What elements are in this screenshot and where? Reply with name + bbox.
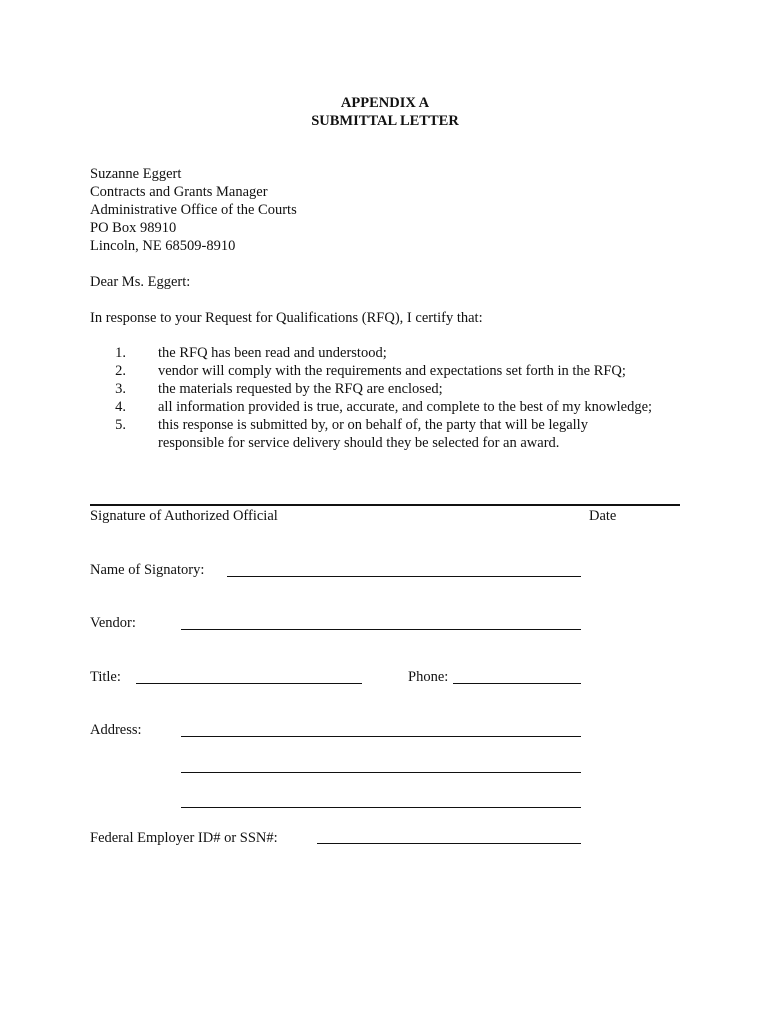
vendor-field[interactable] xyxy=(181,629,581,630)
phone-field[interactable] xyxy=(453,683,581,684)
recipient-po-box: PO Box 98910 xyxy=(90,220,177,236)
recipient-office: Administrative Office of the Courts xyxy=(90,202,297,218)
date-label: Date xyxy=(589,508,617,524)
address-label: Address: xyxy=(90,722,142,738)
recipient-city: Lincoln, NE 68509-8910 xyxy=(90,238,236,254)
appendix-heading: APPENDIX A xyxy=(340,95,430,111)
signature-line[interactable] xyxy=(90,504,680,506)
list-item-number: 2. xyxy=(115,363,126,379)
signatory-field[interactable] xyxy=(227,576,581,577)
address-field-line-3[interactable] xyxy=(181,807,581,808)
list-item: all information provided is true, accurate, and complete to the best of my knowledge; xyxy=(158,399,653,415)
list-item-number: 4. xyxy=(115,399,126,415)
signatory-label: Name of Signatory: xyxy=(90,562,205,578)
list-item: this response is submitted by, or on behalf of, the party that will be legally xyxy=(158,417,588,433)
salutation: Dear Ms. Eggert: xyxy=(90,274,191,290)
list-item: the materials requested by the RFQ are enclosed; xyxy=(158,381,443,397)
list-item: vendor will comply with the requirements and expectations set forth in the RFQ; xyxy=(158,363,626,379)
address-field-line-1[interactable] xyxy=(181,736,581,737)
list-item: the RFQ has been read and understood; xyxy=(158,345,387,361)
vendor-label: Vendor: xyxy=(90,615,136,631)
list-item-continuation: responsible for service delivery should they be selected for an award. xyxy=(158,435,560,451)
phone-label: Phone: xyxy=(408,669,449,685)
address-field-line-2[interactable] xyxy=(181,772,581,773)
fein-field[interactable] xyxy=(317,843,581,844)
list-item-number: 5. xyxy=(115,417,126,433)
document-title: SUBMITTAL LETTER xyxy=(311,113,459,129)
list-item-number: 3. xyxy=(115,381,126,397)
title-field[interactable] xyxy=(136,683,362,684)
fein-label: Federal Employer ID# or SSN#: xyxy=(90,830,278,846)
recipient-title: Contracts and Grants Manager xyxy=(90,184,268,200)
intro-paragraph: In response to your Request for Qualifications (RFQ), I certify that: xyxy=(90,310,483,326)
recipient-name: Suzanne Eggert xyxy=(90,166,182,182)
signature-label: Signature of Authorized Official xyxy=(90,508,278,524)
list-item-number: 1. xyxy=(115,345,126,361)
title-label: Title: xyxy=(90,669,121,685)
